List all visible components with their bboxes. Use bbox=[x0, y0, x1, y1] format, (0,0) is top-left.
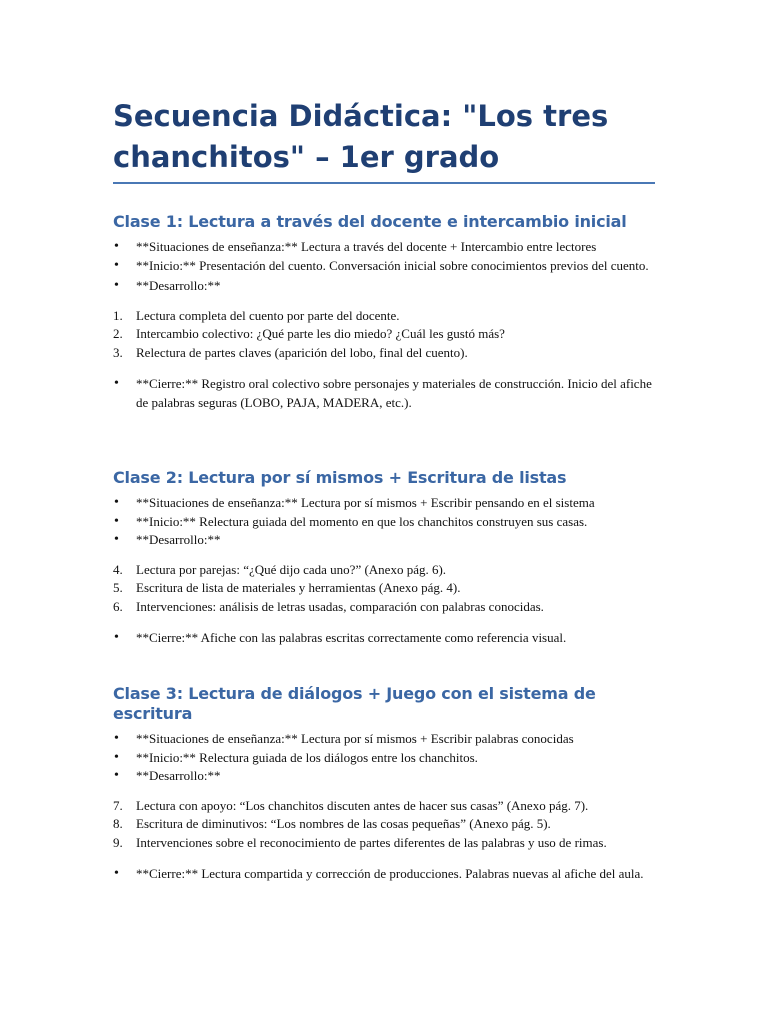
list-item bbox=[113, 531, 658, 550]
list-item-text: Relectura de partes claves (aparición del lobo, final del cuento). bbox=[136, 344, 468, 360]
list-item-text: Lectura por parejas: “¿Qué dijo cada uno?” (Anexo pág. 6). bbox=[136, 561, 447, 577]
list-item-text: **Desarrollo:** bbox=[136, 532, 221, 547]
list-item-text: **Desarrollo:** bbox=[136, 768, 221, 783]
bullet-icon: • bbox=[114, 257, 119, 273]
list-item-text: **Cierre:** Registro oral colectivo sobre personajes y materiales de construcción. Inicio del afiche de palabras seguras (LOBO, PAJA, MADERA, etc.). bbox=[136, 376, 652, 410]
section-clase-1 bbox=[113, 212, 658, 412]
bullet-icon: • bbox=[114, 278, 119, 293]
list-item-text: **Situaciones de enseñanza:** Lectura a través del docente + Intercambio entre lectores bbox=[136, 239, 597, 254]
list-item-text: **Situaciones de enseñanza:** Lectura por sí mismos + Escribir palabras conocidas bbox=[136, 731, 574, 746]
list-item bbox=[113, 749, 658, 768]
list-item bbox=[113, 730, 658, 749]
bullet-icon: • bbox=[114, 749, 119, 765]
bullet-icon: • bbox=[114, 532, 119, 547]
bullet-list bbox=[113, 375, 658, 412]
list-item bbox=[113, 344, 658, 363]
list-item bbox=[113, 375, 658, 412]
list-item-text: **Inicio:** Presentación del cuento. Conversación inicial sobre conocimientos previos del cuento. bbox=[136, 257, 649, 273]
list-item-text: Lectura completa del cuento por parte del docente. bbox=[136, 307, 400, 323]
list-item bbox=[113, 513, 658, 532]
numbered-list bbox=[113, 307, 658, 363]
section-clase-2 bbox=[113, 468, 658, 648]
item-number: 4. bbox=[113, 561, 123, 577]
list-item bbox=[113, 494, 658, 513]
list-item bbox=[113, 277, 658, 296]
bullet-list bbox=[113, 629, 658, 648]
bullet-icon: • bbox=[114, 731, 119, 746]
list-item-text: **Cierre:** Lectura compartida y corrección de producciones. Palabras nuevas al afiche del aula. bbox=[136, 866, 644, 881]
bullet-icon: • bbox=[114, 768, 119, 783]
bullet-icon: • bbox=[114, 239, 119, 254]
item-number: 3. bbox=[113, 344, 123, 360]
bullet-icon: • bbox=[114, 513, 119, 529]
list-item-text: Escritura de diminutivos: “Los nombres de las cosas pequeñas” (Anexo pág. 5). bbox=[136, 816, 551, 831]
numbered-list bbox=[113, 561, 658, 617]
document-title: Secuencia Didáctica: "Los tres chanchitos" – 1er grado bbox=[113, 99, 609, 174]
list-item-text: **Situaciones de enseñanza:** Lectura por sí mismos + Escribir pensando en el sistema bbox=[136, 495, 595, 510]
item-number: 1. bbox=[113, 307, 123, 323]
list-item-text: Lectura con apoyo: “Los chanchitos discuten antes de hacer sus casas” (Anexo pág. 7). bbox=[136, 797, 589, 813]
list-item-text: Intercambio colectivo: ¿Qué parte les dio miedo? ¿Cuál les gustó más? bbox=[136, 326, 505, 341]
bullet-list bbox=[113, 730, 658, 786]
list-item bbox=[113, 561, 658, 580]
list-item-text: **Inicio:** Relectura guiada de los diálogos entre los chanchitos. bbox=[136, 749, 478, 765]
list-item bbox=[113, 767, 658, 786]
section-heading: Clase 3: Lectura de diálogos + Juego con el sistema de escritura bbox=[113, 684, 596, 723]
item-number: 2. bbox=[113, 326, 123, 341]
item-number: 5. bbox=[113, 580, 123, 595]
title-underline bbox=[113, 182, 655, 184]
list-item bbox=[113, 325, 658, 344]
list-item bbox=[113, 797, 658, 816]
bullet-list bbox=[113, 494, 658, 550]
section-heading: Clase 1: Lectura a través del docente e intercambio inicial bbox=[113, 212, 627, 231]
list-item-text: **Inicio:** Relectura guiada del momento en que los chanchitos construyen sus casas. bbox=[136, 513, 588, 529]
list-item bbox=[113, 629, 658, 648]
list-item bbox=[113, 834, 658, 853]
list-item-text: Intervenciones: análisis de letras usadas, comparación con palabras conocidas. bbox=[136, 598, 544, 614]
bullet-icon: • bbox=[114, 495, 119, 510]
list-item bbox=[113, 598, 658, 617]
item-number: 7. bbox=[113, 797, 123, 813]
bullet-list bbox=[113, 865, 658, 884]
section-heading: Clase 2: Lectura por sí mismos + Escritura de listas bbox=[113, 468, 567, 487]
list-item-text: **Desarrollo:** bbox=[136, 278, 221, 293]
list-item bbox=[113, 865, 658, 884]
list-item bbox=[113, 307, 658, 326]
list-item-text: Escritura de lista de materiales y herramientas (Anexo pág. 4). bbox=[136, 580, 461, 595]
list-item bbox=[113, 257, 658, 276]
bullet-icon: • bbox=[114, 866, 119, 881]
section-clase-3 bbox=[113, 684, 658, 884]
item-number: 6. bbox=[113, 598, 123, 614]
item-number: 8. bbox=[113, 816, 123, 831]
list-item-text: Intervenciones sobre el reconocimiento de partes diferentes de las palabras y uso de rimas. bbox=[136, 834, 607, 850]
bullet-list bbox=[113, 238, 658, 296]
bullet-icon: • bbox=[114, 630, 119, 645]
numbered-list bbox=[113, 797, 658, 853]
list-item bbox=[113, 815, 658, 834]
list-item bbox=[113, 238, 658, 257]
document-page bbox=[113, 96, 658, 184]
list-item bbox=[113, 579, 658, 598]
list-item-text: **Cierre:** Afiche con las palabras escritas correctamente como referencia visual. bbox=[136, 630, 567, 645]
bullet-icon: • bbox=[114, 376, 119, 391]
item-number: 9. bbox=[113, 834, 123, 850]
